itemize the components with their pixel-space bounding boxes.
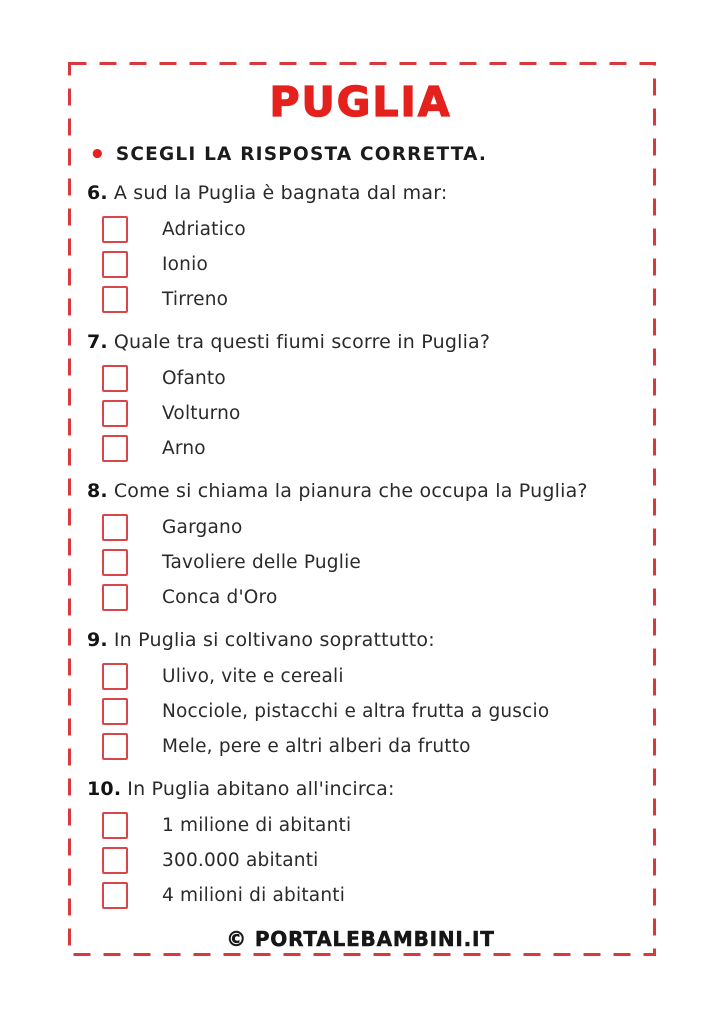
option-label: Conca d'Oro <box>162 587 278 608</box>
answer-option[interactable] <box>102 698 634 725</box>
checkbox[interactable] <box>102 847 128 874</box>
checkbox[interactable] <box>102 400 128 427</box>
option-label: Ofanto <box>162 368 226 389</box>
question-block <box>87 629 634 768</box>
question-line <box>87 182 634 204</box>
page-title: PUGLIA <box>269 78 452 126</box>
answer-option[interactable] <box>102 514 634 541</box>
worksheet-page <box>68 62 656 956</box>
answer-option[interactable] <box>102 812 634 839</box>
answer-option[interactable] <box>102 216 634 243</box>
answer-option[interactable] <box>102 733 634 760</box>
option-label: Nocciole, pistacchi e altra frutta a guscio <box>162 701 550 722</box>
answer-option[interactable] <box>102 847 634 874</box>
question-number: 10. <box>87 778 122 800</box>
question-number: 6. <box>87 182 108 204</box>
answer-option[interactable] <box>102 286 634 313</box>
option-label: Ulivo, vite e cereali <box>162 666 344 687</box>
question-line <box>87 480 634 502</box>
checkbox[interactable] <box>102 216 128 243</box>
checkbox[interactable] <box>102 549 128 576</box>
question-block <box>87 480 634 619</box>
question-line <box>87 629 634 651</box>
checkbox[interactable] <box>102 663 128 690</box>
question-block <box>87 778 634 917</box>
question-number: 9. <box>87 629 108 651</box>
answer-option[interactable] <box>102 882 634 909</box>
option-label: Tavoliere delle Puglie <box>162 552 361 573</box>
checkbox[interactable] <box>102 882 128 909</box>
question-list <box>87 182 634 927</box>
option-label: 4 milioni di abitanti <box>162 885 346 906</box>
answer-option[interactable] <box>102 663 634 690</box>
options-group <box>87 812 634 917</box>
question-line <box>87 331 634 353</box>
options-group <box>87 365 634 470</box>
question-number: 7. <box>87 331 108 353</box>
options-group <box>87 514 634 619</box>
footer-credit: © PORTALEBAMBINI.IT <box>226 927 495 951</box>
question-text: In Puglia abitano all'incirca: <box>127 778 395 800</box>
question-block <box>87 331 634 470</box>
checkbox[interactable] <box>102 251 128 278</box>
instruction-row <box>89 139 634 170</box>
checkbox[interactable] <box>102 584 128 611</box>
question-number: 8. <box>87 480 108 502</box>
checkbox[interactable] <box>102 365 128 392</box>
checkbox[interactable] <box>102 698 128 725</box>
options-group <box>87 216 634 321</box>
answer-option[interactable] <box>102 584 634 611</box>
worksheet-content <box>68 62 656 956</box>
option-label: Ionio <box>162 254 208 275</box>
answer-option[interactable] <box>102 435 634 462</box>
bullet-icon: • <box>89 139 107 170</box>
checkbox[interactable] <box>102 435 128 462</box>
option-label: 1 milione di abitanti <box>162 815 352 836</box>
question-block <box>87 182 634 321</box>
checkbox[interactable] <box>102 812 128 839</box>
checkbox[interactable] <box>102 286 128 313</box>
option-label: Mele, pere e altri alberi da frutto <box>162 736 471 757</box>
option-label: Volturno <box>162 403 241 424</box>
option-label: 300.000 abitanti <box>162 850 319 871</box>
checkbox[interactable] <box>102 733 128 760</box>
answer-option[interactable] <box>102 400 634 427</box>
question-line <box>87 778 634 800</box>
answer-option[interactable] <box>102 251 634 278</box>
option-label: Arno <box>162 438 206 459</box>
option-label: Tirreno <box>162 289 229 310</box>
checkbox[interactable] <box>102 514 128 541</box>
options-group <box>87 663 634 768</box>
question-text: In Puglia si coltivano soprattutto: <box>113 629 435 651</box>
instruction-label: SCEGLI LA RISPOSTA CORRETTA. <box>115 144 488 165</box>
question-text: Come si chiama la pianura che occupa la Puglia? <box>113 480 588 502</box>
answer-option[interactable] <box>102 549 634 576</box>
question-text: A sud la Puglia è bagnata dal mar: <box>113 182 448 204</box>
question-text: Quale tra questi fiumi scorre in Puglia? <box>113 331 491 353</box>
answer-option[interactable] <box>102 365 634 392</box>
option-label: Adriatico <box>162 219 246 240</box>
option-label: Gargano <box>162 517 243 538</box>
